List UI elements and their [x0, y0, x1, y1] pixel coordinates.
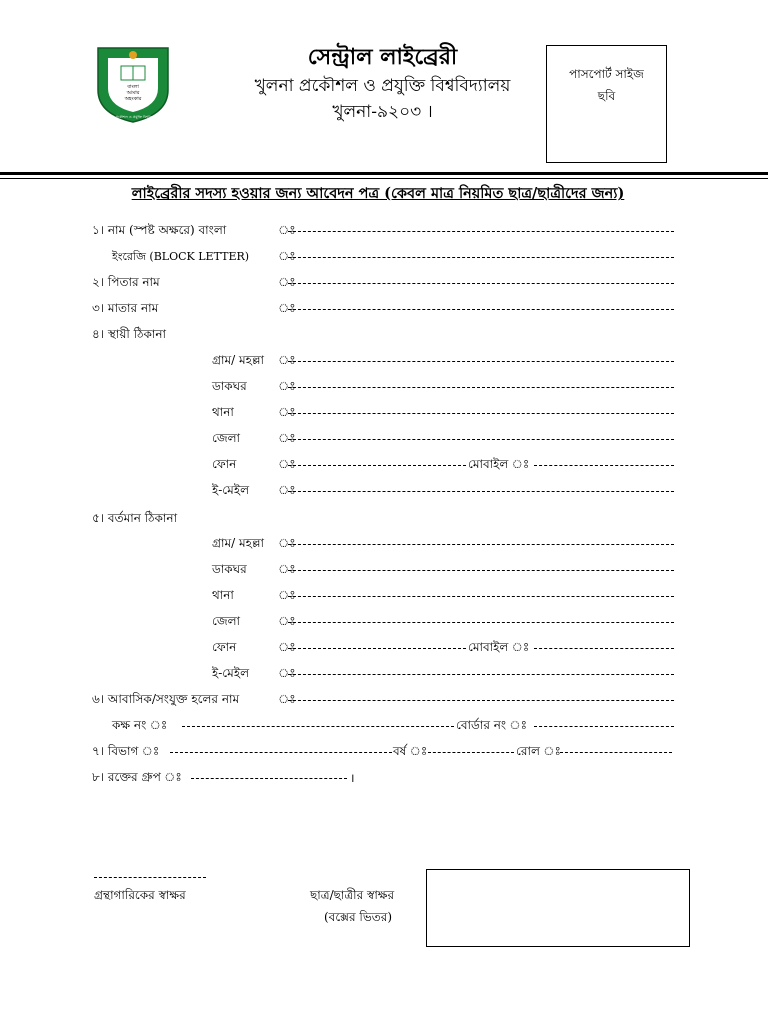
mother-name-label: ৩। মাতার নাম — [92, 301, 159, 315]
sun-icon — [129, 51, 137, 59]
colon: ঃ — [278, 431, 296, 445]
pres-district-field[interactable] — [288, 622, 674, 623]
colon: ঃ — [278, 379, 296, 393]
pres-post-label: ডাকঘর — [212, 562, 247, 576]
colon: ঃ — [278, 614, 296, 628]
colon: ঃ — [278, 640, 296, 654]
colon: ঃ — [278, 249, 296, 263]
present-address-label: ৫। বর্তমান ঠিকানা — [92, 511, 178, 525]
logo-ring-text: খুলনা প্রকৌশল ও প্রযুক্তি বিশ্ববিদ্যালয় — [105, 115, 161, 119]
pres-thana-label: থানা — [212, 588, 234, 602]
student-signature-box[interactable] — [426, 869, 690, 947]
colon: ঃ — [278, 353, 296, 367]
perm-village-label: গ্রাম/ মহল্লা — [212, 353, 264, 367]
student-signature-label: ছাত্র/ছাত্রীর স্বাক্ষর — [310, 888, 395, 902]
name-bangla-field[interactable] — [288, 231, 674, 232]
department-field[interactable] — [170, 752, 392, 753]
perm-thana-label: থানা — [212, 405, 234, 419]
colon: ঃ — [278, 536, 296, 550]
university-logo — [94, 44, 172, 124]
logo-text-3: অহংকার — [124, 96, 142, 102]
librarian-signature-label: গ্রন্থাগারিকের স্বাক্ষর — [94, 888, 186, 902]
pres-phone-label: ফোন — [212, 640, 237, 654]
name-bangla-label: ১। নাম (স্পষ্ট অক্ষরে) বাংলা — [92, 223, 227, 237]
logo-text-1: বাংলা — [127, 84, 139, 90]
roll-label: রোল ঃ — [516, 744, 561, 758]
librarian-signature-line[interactable] — [94, 877, 206, 878]
father-name-label: ২। পিতার নাম — [92, 275, 160, 289]
colon: ঃ — [278, 275, 296, 289]
blood-group-label: ৮। রক্তের গ্রুপ ঃ — [92, 770, 182, 784]
year-label: বর্ষ ঃ — [393, 744, 428, 758]
perm-village-field[interactable] — [288, 361, 674, 362]
photo-label-2: ছবি — [597, 89, 616, 103]
room-no-label: কক্ষ নং ঃ — [112, 718, 168, 732]
name-english-field[interactable] — [288, 257, 674, 258]
perm-district-field[interactable] — [288, 439, 674, 440]
permanent-address-label: ৪। স্থায়ী ঠিকানা — [92, 327, 166, 341]
perm-post-field[interactable] — [288, 387, 674, 388]
perm-mobile-label: মোবাইল ঃ — [468, 457, 530, 471]
hall-name-label: ৬। আবাসিক/সংযুক্ত হলের নাম — [92, 692, 240, 706]
passport-photo-box — [546, 45, 667, 163]
pres-mobile-label: মোবাইল ঃ — [468, 640, 530, 654]
pres-thana-field[interactable] — [288, 596, 674, 597]
colon: ঃ — [278, 223, 296, 237]
perm-mobile-field[interactable] — [534, 465, 674, 466]
colon: ঃ — [278, 483, 296, 497]
student-signature-note: (বক্সের ভিতর) — [324, 910, 393, 924]
pres-email-field[interactable] — [288, 674, 674, 675]
perm-email-field[interactable] — [288, 491, 674, 492]
year-field[interactable] — [428, 752, 514, 753]
perm-email-label: ই-মেইল — [212, 483, 250, 497]
father-name-field[interactable] — [288, 283, 674, 284]
colon: ঃ — [278, 588, 296, 602]
city-postcode: খুলনা-৯২০৩ । — [332, 102, 433, 122]
name-english-label: ইংরেজি (BLOCK LETTER) — [112, 250, 250, 263]
header-rule — [0, 172, 768, 175]
pres-post-field[interactable] — [288, 570, 674, 571]
perm-phone-label: ফোন — [212, 457, 237, 471]
photo-label-1: পাসপোর্ট সাইজ — [569, 67, 644, 81]
pres-village-field[interactable] — [288, 544, 674, 545]
mother-name-field[interactable] — [288, 309, 674, 310]
colon: ঃ — [278, 457, 296, 471]
pres-mobile-field[interactable] — [534, 648, 674, 649]
perm-district-label: জেলা — [212, 431, 241, 445]
pres-village-label: গ্রাম/ মহল্লা — [212, 536, 264, 550]
pres-district-label: জেলা — [212, 614, 241, 628]
header-rule-thin — [0, 178, 768, 179]
blood-group-field[interactable] — [191, 778, 347, 779]
blood-group-end: । — [350, 771, 355, 785]
perm-phone-field[interactable] — [288, 465, 466, 466]
colon: ঃ — [278, 405, 296, 419]
colon: ঃ — [278, 666, 296, 680]
colon: ঃ — [278, 562, 296, 576]
logo-text-2: আমার — [126, 90, 140, 96]
boarder-no-label: বোর্ডার নং ঃ — [456, 718, 528, 732]
room-no-field[interactable] — [182, 726, 454, 727]
perm-post-label: ডাকঘর — [212, 379, 247, 393]
pres-phone-field[interactable] — [288, 648, 466, 649]
department-label: ৭। বিভাগ ঃ — [92, 744, 160, 758]
roll-field[interactable] — [560, 752, 672, 753]
library-name: সেন্ট্রাল লাইব্রেরী — [307, 44, 458, 70]
form-title: লাইব্রেরীর সদস্য হওয়ার জন্য আবেদন পত্র (কেবল মাত্র নিয়মিত ছাত্র/ছাত্রীদের জন্য) — [131, 185, 625, 202]
hall-name-field[interactable] — [288, 700, 674, 701]
colon: ঃ — [278, 692, 296, 706]
colon: ঃ — [278, 301, 296, 315]
university-name: খুলনা প্রকৌশল ও প্রযুক্তি বিশ্ববিদ্যালয় — [254, 76, 511, 96]
perm-thana-field[interactable] — [288, 413, 674, 414]
boarder-no-field[interactable] — [534, 726, 674, 727]
pres-email-label: ই-মেইল — [212, 666, 250, 680]
